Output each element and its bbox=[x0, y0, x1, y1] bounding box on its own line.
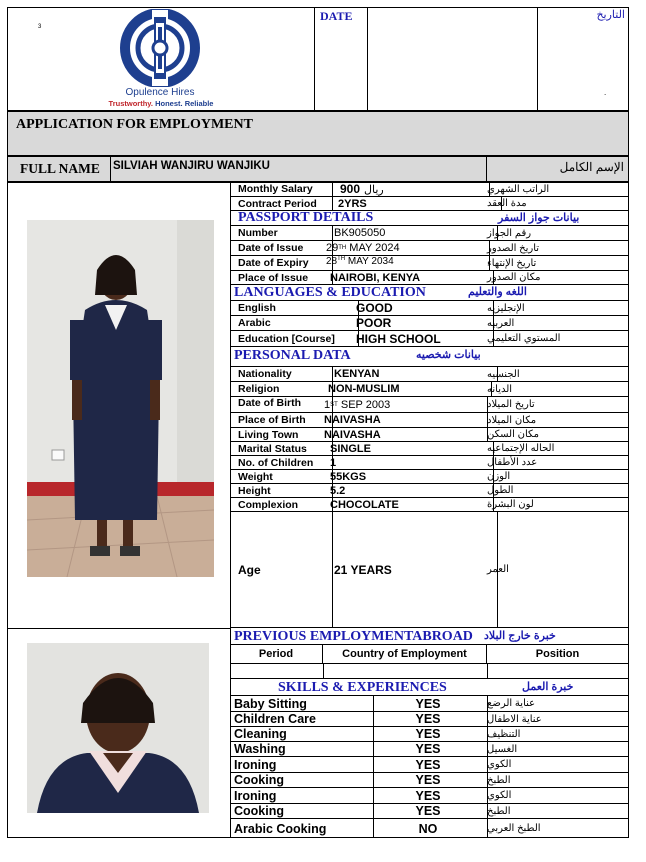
birthplace-label-ar: مكان الميلاد bbox=[487, 414, 537, 426]
religion-row bbox=[230, 382, 628, 397]
portrait-photo bbox=[27, 643, 209, 813]
header-divider-2 bbox=[367, 7, 368, 111]
salary-label-ar: الراتب الشهري bbox=[487, 183, 550, 195]
religion-label: Religion bbox=[230, 382, 333, 396]
personal-header bbox=[230, 347, 628, 367]
passport-number-label-ar: رقم الجواز bbox=[487, 227, 532, 239]
marital-value: SINGLE bbox=[324, 442, 494, 455]
birthplace-row bbox=[230, 413, 628, 428]
salary-label: Monthly Salary bbox=[230, 182, 333, 196]
skill-row bbox=[230, 757, 628, 773]
complexion-label-ar: لون البشرة bbox=[487, 499, 534, 510]
religion-label-ar: الديانه bbox=[487, 383, 513, 395]
issue-day: 29 bbox=[326, 242, 339, 254]
skill-value: YES bbox=[369, 742, 488, 756]
skill-value: YES bbox=[369, 696, 488, 711]
personal-heading: PERSONAL DATA bbox=[234, 348, 351, 363]
skill-value: NO bbox=[369, 819, 488, 838]
dob-label: Date of Birth bbox=[230, 397, 333, 412]
personal-heading-ar: بيانات شخصيه bbox=[416, 349, 481, 361]
passport-issue-row bbox=[230, 241, 628, 256]
skill-name-ar: الكوي bbox=[487, 759, 512, 770]
passport-number-value: BK905050 bbox=[324, 226, 498, 240]
age-row bbox=[230, 512, 628, 628]
prev-emp-empty-cell-2 bbox=[487, 664, 488, 679]
brand-tagline bbox=[100, 99, 222, 108]
photo-split-line bbox=[7, 628, 230, 629]
salary-row bbox=[230, 182, 628, 197]
living-town-row bbox=[230, 428, 628, 442]
languages-heading: LANGUAGES & EDUCATION bbox=[234, 285, 426, 300]
prev-emp-columns bbox=[230, 645, 628, 664]
dob-day: 1 bbox=[324, 398, 331, 411]
skills-header bbox=[230, 679, 628, 696]
birthplace-label: Place of Birth bbox=[230, 413, 333, 427]
skill-name-ar: الغسيل bbox=[487, 743, 518, 755]
nationality-label: Nationality bbox=[230, 367, 333, 381]
passport-heading-ar: بيانات جواز السفر bbox=[498, 212, 580, 224]
skills-heading-ar: خبرة العمل bbox=[522, 681, 574, 693]
issue-place-label: Place of Issue bbox=[230, 271, 333, 284]
header-divider-1 bbox=[314, 7, 315, 111]
skill-name-ar: عناية الاطفال bbox=[487, 713, 542, 725]
skill-name: Children Care bbox=[230, 712, 374, 726]
nationality-row bbox=[230, 367, 628, 382]
birthplace-value: NAIVASHA bbox=[324, 413, 488, 427]
skill-row bbox=[230, 742, 628, 757]
religion-value: NON-MUSLIM bbox=[324, 382, 492, 396]
passport-number-row bbox=[230, 226, 628, 241]
dob-row bbox=[230, 397, 628, 413]
weight-label: Weight bbox=[230, 470, 333, 483]
children-value: 1 bbox=[324, 456, 494, 469]
dob-value bbox=[324, 397, 488, 412]
corner-mark: . bbox=[604, 88, 607, 97]
marital-row bbox=[230, 442, 628, 456]
education-row bbox=[230, 331, 628, 347]
children-label-ar: عدد الأطفال bbox=[487, 457, 538, 468]
dob-label-ar: تاريخ الميلاد bbox=[487, 399, 535, 410]
education-value: HIGH SCHOOL bbox=[350, 331, 494, 346]
page-title: APPLICATION FOR EMPLOYMENT bbox=[16, 117, 253, 132]
skill-name-ar: عناية الرضع bbox=[487, 698, 536, 709]
prev-emp-header bbox=[230, 628, 628, 645]
age-label-ar: العمر bbox=[487, 564, 509, 575]
dob-month-year: SEP 2003 bbox=[337, 398, 391, 411]
education-label-ar: المستوي التعليمي bbox=[487, 333, 561, 344]
skill-name: Arabic Cooking bbox=[230, 819, 374, 838]
skill-name: Baby Sitting bbox=[230, 696, 374, 711]
complexion-label: Complexion bbox=[230, 498, 333, 511]
languages-header bbox=[230, 285, 628, 301]
children-row bbox=[230, 456, 628, 470]
skill-row bbox=[230, 788, 628, 804]
prev-emp-col-period: Period bbox=[230, 645, 323, 664]
skill-value: YES bbox=[369, 788, 488, 803]
header-box bbox=[7, 7, 629, 111]
skill-value: YES bbox=[369, 804, 488, 818]
expiry-date-label-ar: تاريخ الإنتهاء bbox=[487, 257, 537, 269]
dob-day-suffix: ST bbox=[330, 401, 338, 408]
skill-name: Ironing bbox=[230, 757, 374, 772]
marital-label-ar: الحاله الإجتماعيه bbox=[487, 443, 555, 454]
skill-name: Cleaning bbox=[230, 727, 374, 741]
issue-month-year: MAY 2024 bbox=[346, 242, 400, 254]
english-row bbox=[230, 301, 628, 316]
date-label: DATE bbox=[320, 9, 353, 23]
skills-heading: SKILLS & EXPERIENCES bbox=[278, 680, 447, 695]
skill-value: YES bbox=[369, 727, 488, 741]
skill-name: Cooking bbox=[230, 773, 374, 787]
opulence-logo-icon bbox=[105, 9, 215, 87]
nationality-value: KENYAN bbox=[324, 367, 498, 381]
skill-row bbox=[230, 696, 628, 712]
tagline-word-3: Reliable bbox=[184, 99, 214, 108]
height-label: Height bbox=[230, 484, 333, 497]
fullname-label-ar: الإسم الكامل bbox=[559, 160, 624, 174]
skill-name-ar: الطبخ bbox=[487, 805, 511, 817]
passport-place-row bbox=[230, 271, 628, 285]
english-label: English bbox=[230, 301, 359, 315]
living-town-value: NAIVASHA bbox=[324, 428, 488, 441]
expiry-day-suffix: TH bbox=[337, 256, 346, 262]
fullname-value: SILVIAH WANJIRU WANJIKU bbox=[113, 160, 270, 172]
fullname-label: FULL NAME bbox=[20, 161, 100, 176]
issue-place-label-ar: مكان الصدور bbox=[487, 272, 541, 283]
prev-emp-empty-row bbox=[230, 664, 628, 679]
contract-row bbox=[230, 197, 628, 211]
complexion-value: CHOCOLATE bbox=[324, 498, 494, 511]
expiry-month-year: MAY 2034 bbox=[345, 256, 394, 267]
skill-row bbox=[230, 804, 628, 819]
skill-row bbox=[230, 727, 628, 742]
issue-place-value: NAIROBI, KENYA bbox=[324, 271, 494, 284]
fullname-divider-2 bbox=[486, 156, 487, 182]
height-row bbox=[230, 484, 628, 498]
skill-name-ar: الكوي bbox=[487, 790, 512, 801]
expiry-date-label: Date of Expiry bbox=[230, 256, 333, 270]
brand-name: Opulence Hires bbox=[125, 87, 195, 98]
skill-name-ar: الطبخ bbox=[487, 774, 511, 786]
salary-currency: ريال bbox=[364, 183, 384, 196]
skill-name-ar: الطبخ العربي bbox=[487, 823, 541, 834]
salary-amount: 900 bbox=[340, 182, 361, 196]
living-town-label: Living Town bbox=[230, 428, 333, 441]
living-town-label-ar: مكان السكن bbox=[487, 429, 539, 440]
nationality-label-ar: الجنسيه bbox=[487, 368, 520, 380]
prev-emp-heading: PREVIOUS EMPLOYMENTABROAD bbox=[234, 629, 473, 644]
issue-date-label-ar: تاريخ الصدور bbox=[487, 242, 540, 254]
skill-name: Cooking bbox=[230, 804, 374, 818]
full-body-photo bbox=[27, 220, 214, 577]
passport-expiry-row bbox=[230, 256, 628, 271]
fullname-divider-1 bbox=[110, 156, 111, 182]
skill-name-ar: التنظيف bbox=[487, 728, 521, 740]
weight-row bbox=[230, 470, 628, 484]
header-divider-3 bbox=[537, 7, 538, 111]
passport-number-label: Number bbox=[230, 226, 333, 240]
prev-emp-col-position: Position bbox=[535, 648, 580, 660]
expiry-day: 28 bbox=[326, 256, 338, 267]
complexion-row bbox=[230, 498, 628, 512]
arabic-value: POOR bbox=[350, 316, 494, 330]
arabic-row bbox=[230, 316, 628, 331]
salary-value bbox=[324, 182, 490, 196]
contract-value: 2YRS bbox=[324, 197, 502, 210]
date-label-ar: التاريخ bbox=[596, 9, 625, 21]
contract-label: Contract Period bbox=[230, 197, 333, 210]
english-label-ar: الإنجليزيه bbox=[487, 302, 525, 314]
skill-row bbox=[230, 712, 628, 727]
height-label-ar: الطول bbox=[487, 485, 514, 496]
skill-row bbox=[230, 819, 628, 838]
languages-heading-ar: اللغه والتعليم bbox=[468, 286, 527, 298]
prev-emp-heading-ar: خبرة خارج البلاد bbox=[484, 630, 556, 642]
height-value: 5.2 bbox=[324, 484, 494, 497]
marital-label: Marital Status bbox=[230, 442, 333, 455]
education-label: Education [Course] bbox=[230, 331, 359, 346]
age-label: Age bbox=[230, 512, 333, 627]
skill-value: YES bbox=[369, 773, 488, 787]
weight-label-ar: الوزن bbox=[487, 471, 511, 482]
logo bbox=[105, 9, 215, 87]
issue-date-value bbox=[324, 241, 490, 255]
small-mark: 3 bbox=[38, 24, 42, 30]
issue-day-suffix: TH bbox=[338, 245, 347, 251]
contract-label-ar: مدة العقد bbox=[487, 198, 527, 209]
passport-heading: PASSPORT DETAILS bbox=[238, 210, 374, 225]
arabic-label: Arabic bbox=[230, 316, 359, 330]
tagline-word-2: Honest. bbox=[155, 99, 183, 108]
skill-value: YES bbox=[369, 712, 488, 726]
prev-emp-empty-cell-1 bbox=[323, 664, 324, 679]
age-value: 21 YEARS bbox=[324, 512, 498, 627]
english-value: GOOD bbox=[350, 301, 494, 315]
issue-date-label: Date of Issue bbox=[230, 241, 333, 255]
expiry-date-value bbox=[324, 256, 490, 270]
arabic-label-ar: العربيه bbox=[487, 317, 515, 329]
passport-header bbox=[230, 211, 628, 226]
skill-name: Washing bbox=[230, 742, 374, 756]
skill-row bbox=[230, 773, 628, 788]
skill-name: Ironing bbox=[230, 788, 374, 803]
prev-emp-col-country: Country of Employment bbox=[323, 645, 487, 664]
tagline-word-1: Trustworthy. bbox=[108, 99, 153, 108]
skill-value: YES bbox=[369, 757, 488, 772]
weight-value: 55KGS bbox=[324, 470, 494, 483]
children-label: No. of Children bbox=[230, 456, 333, 469]
